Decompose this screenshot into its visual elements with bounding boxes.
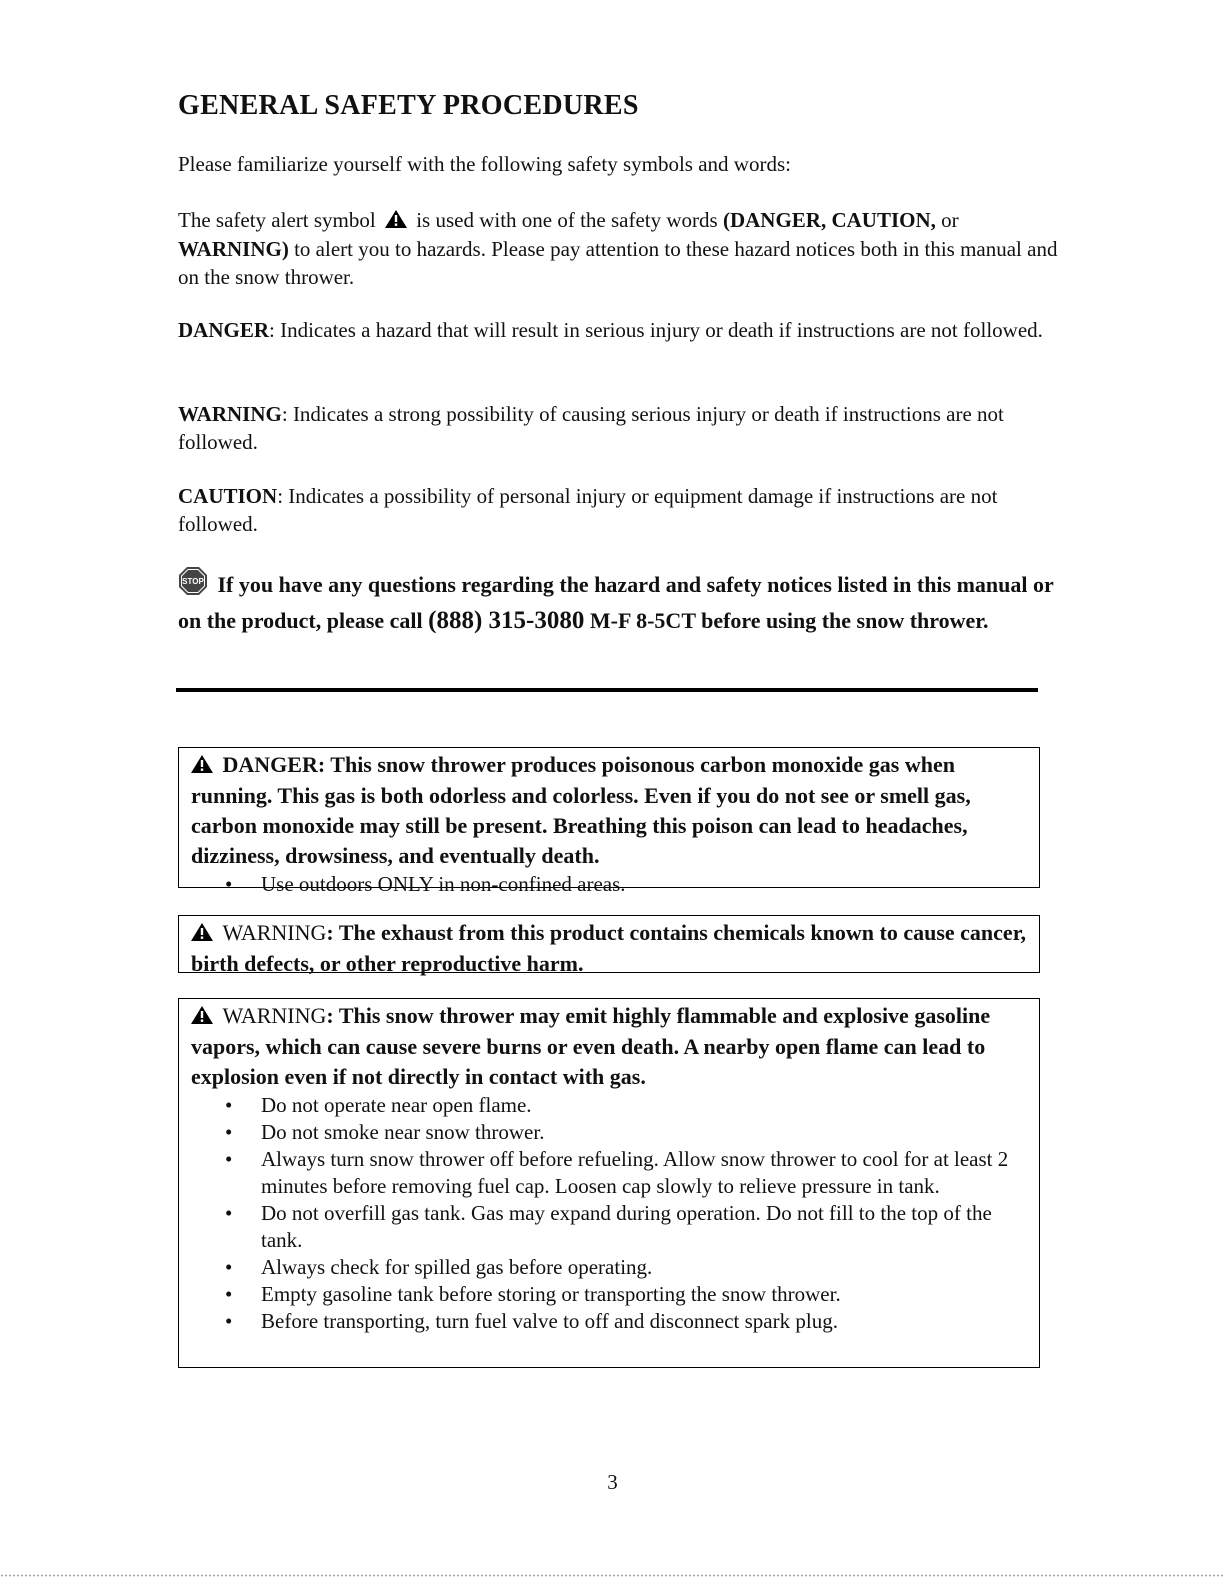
list-item: • Empty gasoline tank before storing or transporting the snow thrower.: [261, 1281, 1029, 1308]
page-title: GENERAL SAFETY PROCEDURES: [178, 90, 639, 121]
definition-term: DANGER: [178, 318, 270, 342]
alert-safety-words: (DANGER, CAUTION,: [722, 208, 936, 232]
list-item: • Always turn snow thrower off before refueling. Allow snow thrower to cool for at least 2 minutes before removing fuel cap. Loosen cap slowly to relieve pressure in tank.: [261, 1146, 1029, 1200]
box-heading-text: This snow thrower may emit highly flammable and explosive gasoline vapors, which can cause severe burns or even death. A nearby open flame can lead to explosion even if not directly in contact with gas.: [191, 1003, 991, 1089]
warning-gasoline-list: [191, 1092, 1029, 1335]
danger-box-heading: [191, 750, 1029, 871]
intro-text: Please familiarize yourself with the following safety symbols and words:: [178, 152, 791, 176]
box-heading-text: This snow thrower produces poisonous carbon monoxide gas when running. This gas is both odorless and colorless. Even if you do not see or smell gas, carbon monoxide may still be present. Breathing this poison can lead to headaches, dizziness, drowsiness, and eventually death.: [191, 752, 971, 868]
alert-triangle-icon: [191, 751, 213, 781]
scan-edge: [0, 1574, 1225, 1577]
alert-text-part3: to alert you to hazards. Please pay attention to these hazard notices both in this manual and on the snow thrower.: [178, 237, 1058, 289]
warning-exhaust-box: [178, 915, 1040, 976]
definition-text: Indicates a possibility of personal injury or equipment damage if instructions are not followed.: [178, 484, 998, 536]
warning-exhaust-heading: WARNING: The exhaust from this product contains chemicals known to cause cancer, birth defects, or other reproductive harm.: [191, 920, 1026, 976]
definition-warning: WARNING: Indicates a strong possibility of causing serious injury or death if instructions are not followed.: [178, 402, 1004, 454]
warning-gasoline-box: [178, 998, 1040, 1368]
danger-box: [178, 747, 1040, 896]
box-label: WARNING: [222, 920, 327, 945]
alert-triangle-icon: [191, 919, 213, 949]
definition-text: Indicates a strong possibility of causing serious injury or death if instructions are not followed.: [178, 402, 1004, 454]
list-item: • Do not overfill gas tank. Gas may expand during operation. Do not fill to the top of the tank.: [261, 1200, 1029, 1254]
definition-danger: DANGER: Indicates a hazard that will result in serious injury or death if instructions are not followed.: [178, 318, 1043, 342]
box-label: WARNING: [222, 1003, 327, 1028]
alert-triangle-icon: [191, 1002, 213, 1032]
box-label: DANGER:: [222, 752, 326, 777]
alert-paragraph: [178, 206, 1058, 291]
stop-note-text1: If you have any questions regarding the hazard and safety notices listed in this manual or on the product, please call: [178, 572, 1054, 633]
box-heading-text: The exhaust from this product contains chemicals known to cause cancer, birth defects, or other reproductive harm.: [191, 920, 1026, 976]
warning-gasoline-heading: WARNING: This snow thrower may emit highly flammable and explosive gasoline vapors, which can cause severe burns or even death. A nearby open flame can lead to explosion even if not directly in contact with gas.: [191, 1003, 991, 1089]
definition-text: Indicates a hazard that will result in serious injury or death if instructions are not followed.: [280, 318, 1043, 342]
alert-triangle-icon: [385, 207, 407, 235]
page-number: 3: [607, 1470, 618, 1494]
definition-term: WARNING: [178, 402, 282, 426]
danger-box-list: [191, 871, 1029, 898]
definition-term: CAUTION: [178, 484, 278, 508]
svg-text:STOP: STOP: [182, 577, 204, 586]
stop-sign-icon: [178, 566, 208, 605]
stop-note: [178, 566, 1058, 637]
list-item: • Use outdoors ONLY in non-confined areas.: [261, 871, 1029, 898]
list-item: • Do not operate near open flame.: [261, 1092, 1029, 1119]
section-divider: [176, 688, 1038, 692]
definition-caution: CAUTION: Indicates a possibility of personal injury or equipment damage if instructions are not followed.: [178, 484, 998, 536]
alert-text-part2: is used with one of the safety words: [416, 208, 718, 232]
list-item: • Always check for spilled gas before operating.: [261, 1254, 1029, 1281]
list-item: • Do not smoke near snow thrower.: [261, 1119, 1029, 1146]
alert-text-part1: The safety alert symbol: [178, 208, 376, 232]
phone-number: (888) 315-3080: [428, 607, 585, 634]
list-item: • Before transporting, turn fuel valve to off and disconnect spark plug.: [261, 1308, 1029, 1335]
alert-or: or: [941, 208, 959, 232]
alert-warning-word: WARNING): [178, 237, 289, 261]
stop-note-text2: M-F 8-5CT before using the snow thrower.: [589, 608, 989, 633]
